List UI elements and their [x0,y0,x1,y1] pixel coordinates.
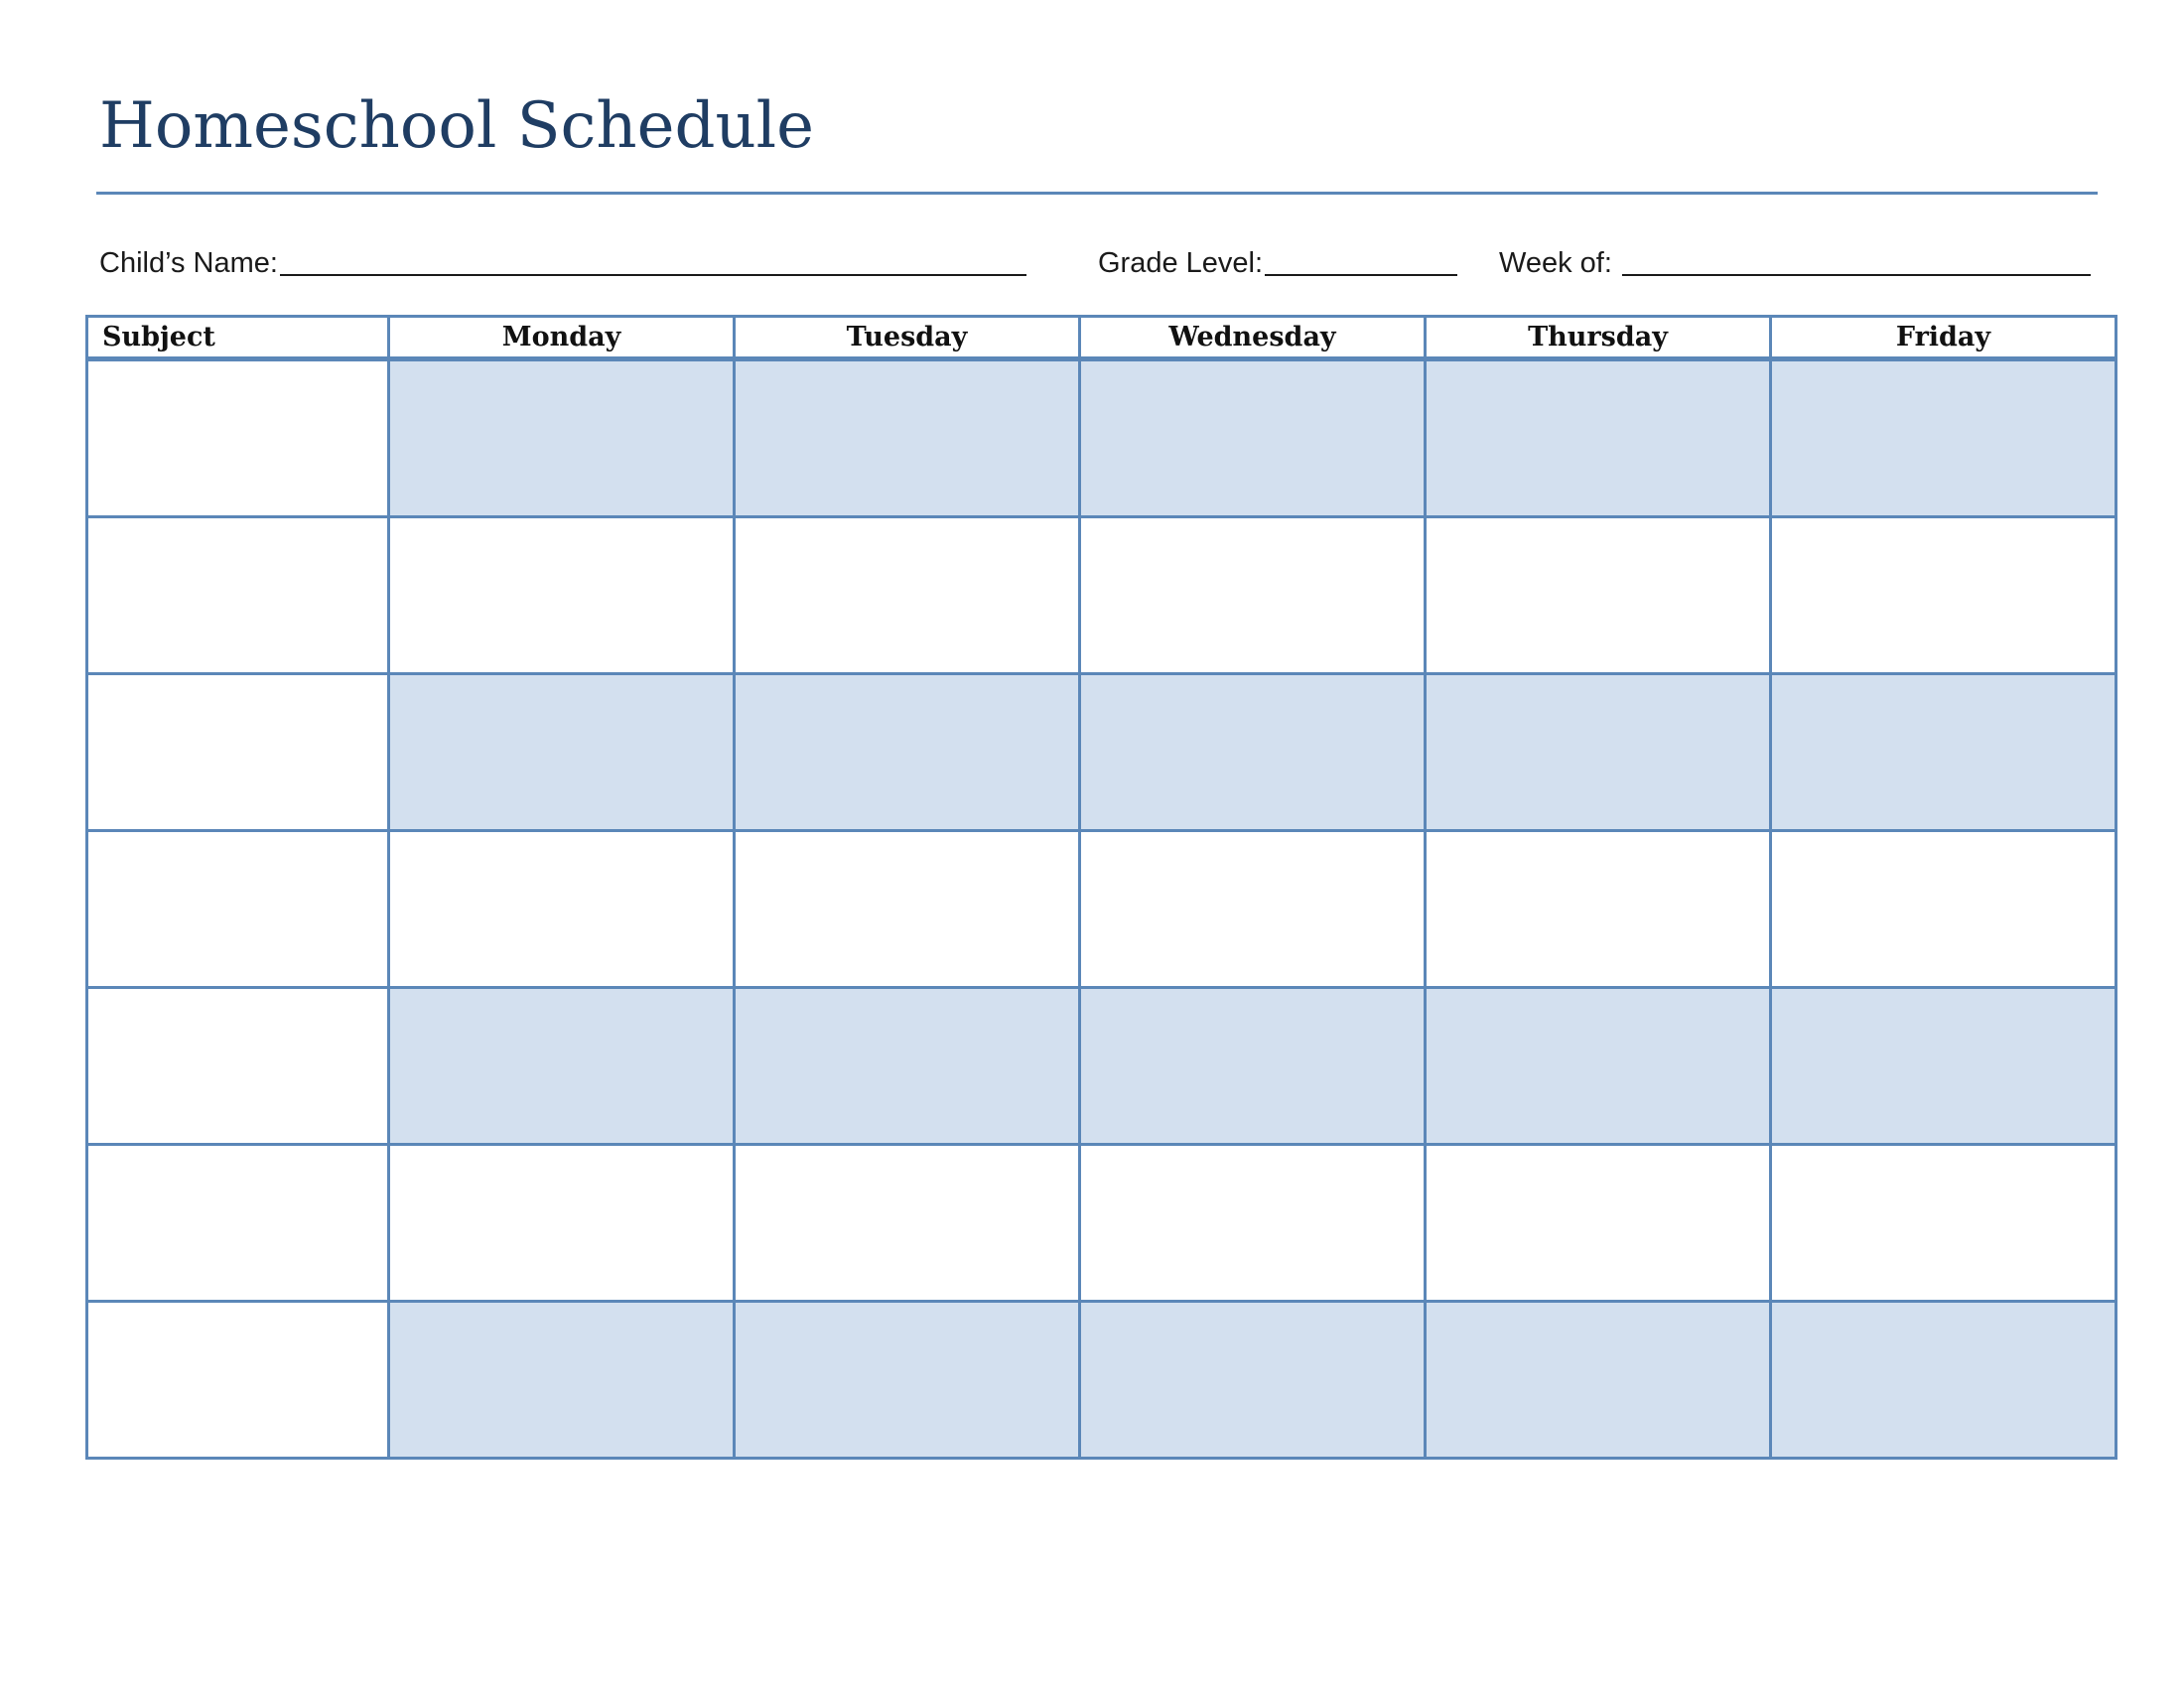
schedule-row-5 [87,988,2116,1145]
wednesday-cell-3[interactable] [1080,674,1426,831]
schedule-row-4 [87,831,2116,988]
wednesday-cell-7[interactable] [1080,1302,1426,1459]
tuesday-cell-1[interactable] [735,359,1080,517]
child-name-field[interactable] [99,246,1026,280]
thursday-cell-4[interactable] [1426,831,1771,988]
week-of-blank-line[interactable] [1622,274,2091,276]
monday-cell-4[interactable] [389,831,735,988]
monday-cell-3[interactable] [389,674,735,831]
thursday-cell-7[interactable] [1426,1302,1771,1459]
wednesday-cell-6[interactable] [1080,1145,1426,1302]
thursday-cell-3[interactable] [1426,674,1771,831]
subject-cell-1[interactable] [87,359,389,517]
subject-cell-7[interactable] [87,1302,389,1459]
tuesday-cell-7[interactable] [735,1302,1080,1459]
tuesday-cell-2[interactable] [735,517,1080,674]
monday-cell-5[interactable] [389,988,735,1145]
thursday-cell-2[interactable] [1426,517,1771,674]
monday-cell-1[interactable] [389,359,735,517]
week-of-label: Week of: [1499,247,1612,279]
header-tuesday: Tuesday [735,317,1080,359]
schedule-row-7 [87,1302,2116,1459]
schedule-row-6 [87,1145,2116,1302]
monday-cell-6[interactable] [389,1145,735,1302]
friday-cell-1[interactable] [1771,359,2116,517]
grade-level-field[interactable] [1098,246,1457,280]
friday-cell-5[interactable] [1771,988,2116,1145]
tuesday-cell-5[interactable] [735,988,1080,1145]
schedule-row-2 [87,517,2116,674]
thursday-cell-1[interactable] [1426,359,1771,517]
header-monday: Monday [389,317,735,359]
header-friday: Friday [1771,317,2116,359]
title-divider [96,192,2098,195]
grade-level-label: Grade Level: [1098,247,1264,279]
wednesday-cell-5[interactable] [1080,988,1426,1145]
header-thursday: Thursday [1426,317,1771,359]
tuesday-cell-6[interactable] [735,1145,1080,1302]
monday-cell-2[interactable] [389,517,735,674]
grade-level-blank-line[interactable] [1265,274,1457,276]
subject-cell-4[interactable] [87,831,389,988]
friday-cell-3[interactable] [1771,674,2116,831]
header-row [87,317,2116,359]
wednesday-cell-2[interactable] [1080,517,1426,674]
child-name-blank-line[interactable] [280,274,1026,276]
friday-cell-4[interactable] [1771,831,2116,988]
thursday-cell-5[interactable] [1426,988,1771,1145]
friday-cell-2[interactable] [1771,517,2116,674]
week-of-field[interactable] [1499,246,2091,280]
schedule-table [85,315,2117,1460]
tuesday-cell-4[interactable] [735,831,1080,988]
wednesday-cell-1[interactable] [1080,359,1426,517]
subject-cell-6[interactable] [87,1145,389,1302]
schedule-row-1 [87,359,2116,517]
subject-cell-5[interactable] [87,988,389,1145]
thursday-cell-6[interactable] [1426,1145,1771,1302]
child-name-label: Child’s Name: [99,247,278,279]
subject-cell-2[interactable] [87,517,389,674]
header-wednesday: Wednesday [1080,317,1426,359]
page-title: Homeschool Schedule [99,89,814,163]
header-subject: Subject [87,317,389,359]
friday-cell-6[interactable] [1771,1145,2116,1302]
subject-cell-3[interactable] [87,674,389,831]
wednesday-cell-4[interactable] [1080,831,1426,988]
schedule-row-3 [87,674,2116,831]
tuesday-cell-3[interactable] [735,674,1080,831]
monday-cell-7[interactable] [389,1302,735,1459]
friday-cell-7[interactable] [1771,1302,2116,1459]
